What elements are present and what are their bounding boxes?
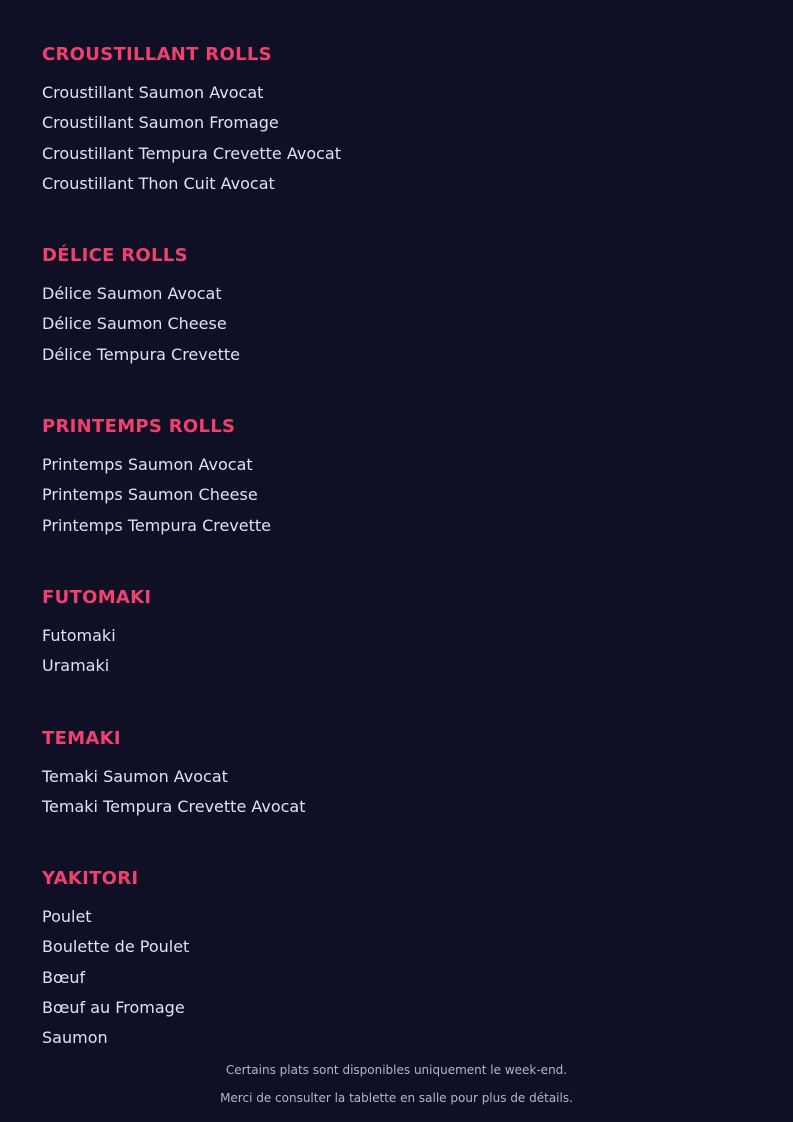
section-printemps-rolls (42, 416, 742, 541)
menu-content (42, 44, 742, 1100)
menu-item: Printemps Tempura Crevette (42, 515, 272, 535)
menu-item: Bœuf (42, 967, 86, 987)
section-futomaki (42, 587, 742, 682)
menu-item: Bœuf au Fromage (42, 998, 185, 1018)
menu-item: Printemps Saumon Cheese (42, 485, 258, 505)
item-list (42, 450, 742, 541)
item-list (42, 279, 742, 370)
item-list (42, 78, 742, 199)
menu-item: Futomaki (42, 625, 116, 645)
menu-item: Délice Saumon Cheese (42, 314, 227, 334)
menu-item: Boulette de Poulet (42, 937, 190, 957)
section-croustillant-rolls (42, 44, 742, 199)
menu-item: Croustillant Saumon Avocat (42, 83, 264, 102)
section-title: DÉLICE ROLLS (42, 245, 188, 267)
menu-item: Poulet (42, 907, 92, 927)
item-list (42, 902, 742, 1053)
menu-item: Croustillant Saumon Fromage (42, 113, 279, 133)
section-title: YAKITORI (42, 868, 139, 890)
menu-item: Délice Tempura Crevette (42, 344, 240, 364)
footer-line-tablet: Merci de consulter la tablette en salle pour plus de détails. (220, 1091, 573, 1105)
menu-item: Saumon (42, 1028, 108, 1048)
menu-item: Délice Saumon Avocat (42, 284, 222, 304)
footer-note (0, 1056, 793, 1112)
menu-item: Croustillant Tempura Crevette Avocat (42, 143, 341, 163)
item-list (42, 762, 742, 823)
section-title: CROUSTILLANT ROLLS (42, 44, 272, 65)
footer-line-weekend: Certains plats sont disponibles uniquement le week-end. (225, 1063, 568, 1077)
section-yakitori (42, 868, 742, 1053)
menu-item: Croustillant Thon Cuit Avocat (42, 173, 275, 193)
section-title: TEMAKI (42, 727, 121, 749)
section-title: PRINTEMPS ROLLS (42, 416, 236, 438)
item-list (42, 621, 742, 682)
section-delice-rolls (42, 245, 742, 370)
menu-item: Uramaki (42, 656, 110, 676)
section-temaki (42, 728, 742, 823)
menu-item: Temaki Tempura Crevette Avocat (42, 796, 306, 816)
menu-item: Printemps Saumon Avocat (42, 455, 253, 475)
menu-item: Temaki Saumon Avocat (42, 766, 228, 786)
section-title: FUTOMAKI (42, 586, 152, 608)
